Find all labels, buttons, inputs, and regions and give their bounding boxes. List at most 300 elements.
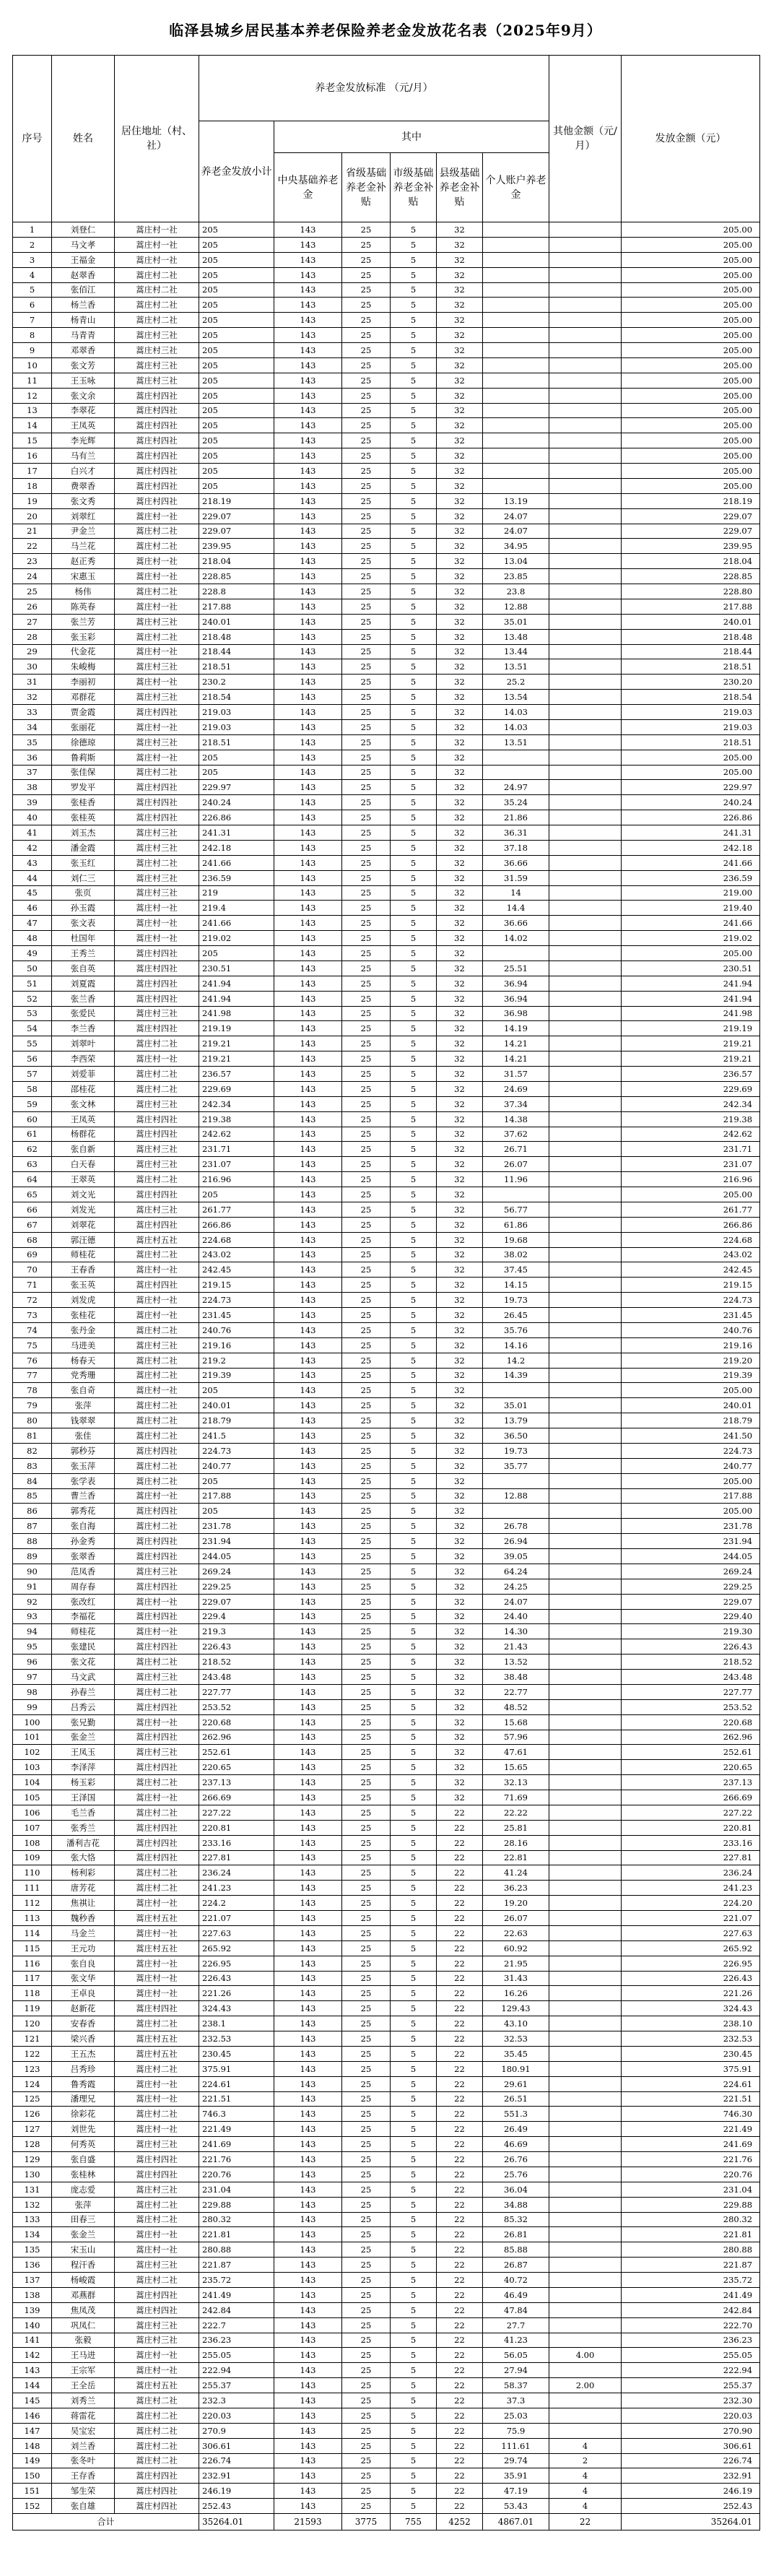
cell-address: 蒿庄村一社	[115, 1925, 199, 1940]
cell-provincial: 25	[342, 870, 391, 885]
cell-personal: 14.02	[483, 931, 549, 946]
table-row	[13, 675, 760, 690]
cell-personal: 75.9	[483, 2423, 549, 2438]
cell-subtotal: 228.8	[199, 584, 274, 599]
cell-index: 8	[13, 328, 52, 343]
cell-central: 143	[274, 1896, 342, 1911]
cell-personal: 12.88	[483, 1488, 549, 1504]
cell-central: 143	[274, 539, 342, 554]
cell-central: 143	[274, 991, 342, 1006]
cell-central: 143	[274, 810, 342, 825]
cell-index: 123	[13, 2061, 52, 2076]
cell-city: 5	[391, 1443, 437, 1458]
table-row	[13, 2122, 760, 2137]
cell-other	[549, 1655, 622, 1670]
cell-personal	[483, 1504, 549, 1519]
cell-central: 143	[274, 1911, 342, 1926]
cell-other	[549, 1111, 622, 1127]
cell-index: 105	[13, 1790, 52, 1805]
cell-subtotal: 236.23	[199, 2333, 274, 2348]
cell-central: 143	[274, 2137, 342, 2152]
cell-personal: 19.68	[483, 1232, 549, 1247]
cell-personal: 35.24	[483, 795, 549, 810]
cell-provincial: 25	[342, 1036, 391, 1051]
table-row	[13, 1413, 760, 1428]
cell-city: 5	[391, 1820, 437, 1835]
cell-index: 73	[13, 1308, 52, 1323]
cell-personal	[483, 1473, 549, 1488]
cell-central: 143	[274, 765, 342, 780]
cell-central: 143	[274, 1805, 342, 1820]
cell-index: 80	[13, 1413, 52, 1428]
cell-name: 王存香	[52, 2468, 115, 2484]
cell-provincial: 25	[342, 855, 391, 870]
total-subtotal: 35264.01	[199, 2514, 274, 2531]
cell-amount: 227.63	[622, 1925, 760, 1940]
cell-amount: 218.52	[622, 1655, 760, 1670]
cell-other	[549, 222, 622, 238]
cell-personal: 46.49	[483, 2287, 549, 2302]
cell-personal: 40.72	[483, 2273, 549, 2288]
cell-city: 5	[391, 1835, 437, 1850]
table-row	[13, 1940, 760, 1956]
cell-address: 蒿庄村五社	[115, 2378, 199, 2393]
cell-city: 5	[391, 1458, 437, 1473]
table-row	[13, 267, 760, 282]
cell-other	[549, 1579, 622, 1594]
cell-other: 4	[549, 2468, 622, 2484]
cell-provincial: 25	[342, 252, 391, 267]
table-row	[13, 539, 760, 554]
cell-address: 蒿庄村四社	[115, 1217, 199, 1232]
cell-address: 蒿庄村三社	[115, 2333, 199, 2348]
cell-personal	[483, 237, 549, 252]
cell-personal: 14.39	[483, 1368, 549, 1383]
cell-address: 蒿庄村三社	[115, 734, 199, 750]
cell-personal: 41.24	[483, 1865, 549, 1881]
cell-central: 143	[274, 1067, 342, 1082]
cell-provincial: 25	[342, 1519, 391, 1534]
cell-amount: 218.44	[622, 644, 760, 659]
cell-other	[549, 1127, 622, 1142]
cell-city: 5	[391, 2107, 437, 2122]
cell-personal: 21.95	[483, 1956, 549, 1971]
cell-personal	[483, 418, 549, 433]
header-address: 居住地址（村、社）	[115, 56, 199, 222]
cell-name: 刘仁三	[52, 870, 115, 885]
cell-subtotal: 266.86	[199, 1217, 274, 1232]
cell-amount: 262.96	[622, 1730, 760, 1745]
cell-index: 72	[13, 1293, 52, 1308]
cell-name: 张桂林	[52, 2167, 115, 2182]
cell-central: 143	[274, 2453, 342, 2468]
cell-address: 蒿庄村五社	[115, 1911, 199, 1926]
cell-other	[549, 464, 622, 479]
cell-provincial: 25	[342, 2076, 391, 2091]
cell-provincial: 25	[342, 931, 391, 946]
cell-city: 5	[391, 1564, 437, 1579]
cell-personal: 38.48	[483, 1670, 549, 1685]
cell-county: 22	[437, 2227, 483, 2242]
cell-provincial: 25	[342, 916, 391, 931]
cell-subtotal: 205	[199, 464, 274, 479]
cell-other	[549, 1262, 622, 1278]
table-row	[13, 659, 760, 675]
cell-central: 143	[274, 2197, 342, 2212]
cell-amount: 266.69	[622, 1790, 760, 1805]
cell-personal: 13.44	[483, 644, 549, 659]
cell-other	[549, 1051, 622, 1067]
cell-central: 143	[274, 1111, 342, 1127]
cell-provincial: 25	[342, 2363, 391, 2378]
cell-name: 刘秀兰	[52, 2393, 115, 2408]
cell-amount: 241.66	[622, 916, 760, 931]
cell-county: 32	[437, 1021, 483, 1036]
cell-subtotal: 219.38	[199, 1111, 274, 1127]
cell-other	[549, 1006, 622, 1021]
cell-other	[549, 1956, 622, 1971]
cell-amount: 205.00	[622, 448, 760, 464]
cell-personal: 180.91	[483, 2061, 549, 2076]
cell-central: 143	[274, 1278, 342, 1293]
cell-provincial: 25	[342, 2317, 391, 2333]
cell-central: 143	[274, 267, 342, 282]
cell-provincial: 25	[342, 2378, 391, 2393]
cell-other	[549, 1383, 622, 1398]
cell-address: 蒿庄村一社	[115, 1971, 199, 1986]
cell-index: 44	[13, 870, 52, 885]
cell-subtotal: 217.88	[199, 599, 274, 614]
cell-amount: 205.00	[622, 222, 760, 238]
table-row	[13, 644, 760, 659]
cell-amount: 205.00	[622, 946, 760, 961]
cell-central: 143	[274, 2302, 342, 2317]
cell-index: 83	[13, 1458, 52, 1473]
cell-subtotal: 221.26	[199, 1986, 274, 2001]
table-row	[13, 1051, 760, 1067]
cell-subtotal: 221.87	[199, 2258, 274, 2273]
cell-index: 49	[13, 946, 52, 961]
cell-name: 张玉萍	[52, 1458, 115, 1473]
cell-central: 143	[274, 1458, 342, 1473]
cell-provincial: 25	[342, 1534, 391, 1549]
cell-other	[549, 1067, 622, 1082]
cell-name: 刘夏霞	[52, 976, 115, 991]
table-row	[13, 2317, 760, 2333]
cell-other	[549, 1293, 622, 1308]
cell-county: 32	[437, 1594, 483, 1609]
cell-index: 22	[13, 539, 52, 554]
cell-provincial: 25	[342, 1775, 391, 1790]
cell-address: 蒿庄村一社	[115, 644, 199, 659]
cell-other	[549, 433, 622, 448]
cell-subtotal: 253.52	[199, 1699, 274, 1714]
cell-other	[549, 960, 622, 976]
cell-name: 安春香	[52, 2016, 115, 2031]
cell-address: 蒿庄村三社	[115, 1670, 199, 1685]
cell-central: 143	[274, 1202, 342, 1217]
cell-provincial: 25	[342, 1925, 391, 1940]
cell-county: 22	[437, 1850, 483, 1865]
cell-amount: 246.19	[622, 2484, 760, 2499]
cell-provincial: 25	[342, 2453, 391, 2468]
cell-name: 赵正秀	[52, 554, 115, 569]
cell-personal	[483, 282, 549, 298]
cell-amount: 205.00	[622, 403, 760, 418]
cell-provincial: 25	[342, 840, 391, 855]
cell-county: 32	[437, 1278, 483, 1293]
cell-city: 5	[391, 2499, 437, 2514]
cell-address: 蒿庄村三社	[115, 1745, 199, 1760]
cell-city: 5	[391, 222, 437, 238]
cell-subtotal: 205	[199, 448, 274, 464]
cell-provincial: 25	[342, 946, 391, 961]
cell-name: 张玉彩	[52, 629, 115, 644]
cell-other: 4	[549, 2438, 622, 2453]
cell-address: 蒿庄村一社	[115, 916, 199, 931]
cell-address: 蒿庄村三社	[115, 1096, 199, 1111]
cell-city: 5	[391, 2091, 437, 2107]
cell-amount: 219.38	[622, 1111, 760, 1127]
cell-county: 32	[437, 1760, 483, 1775]
header-index: 序号	[13, 56, 52, 222]
cell-city: 5	[391, 1730, 437, 1745]
cell-city: 5	[391, 2453, 437, 2468]
cell-city: 5	[391, 1398, 437, 1413]
cell-central: 143	[274, 644, 342, 659]
cell-index: 98	[13, 1684, 52, 1699]
cell-address: 蒿庄村四社	[115, 433, 199, 448]
cell-other	[549, 734, 622, 750]
cell-amount: 205.00	[622, 418, 760, 433]
cell-personal: 35.01	[483, 1398, 549, 1413]
cell-personal: 85.88	[483, 2242, 549, 2258]
cell-county: 32	[437, 1232, 483, 1247]
cell-city: 5	[391, 1278, 437, 1293]
cell-other	[549, 705, 622, 720]
cell-personal: 14.2	[483, 1353, 549, 1368]
cell-other	[549, 2363, 622, 2378]
table-row	[13, 1278, 760, 1293]
cell-address: 蒿庄村二社	[115, 2453, 199, 2468]
cell-county: 22	[437, 2378, 483, 2393]
cell-index: 142	[13, 2348, 52, 2363]
cell-personal	[483, 357, 549, 373]
cell-provincial: 25	[342, 433, 391, 448]
cell-subtotal: 236.59	[199, 870, 274, 885]
cell-personal: 13.48	[483, 629, 549, 644]
table-row	[13, 1790, 760, 1805]
cell-index: 70	[13, 1262, 52, 1278]
cell-city: 5	[391, 2408, 437, 2423]
table-row	[13, 1308, 760, 1323]
cell-city: 5	[391, 1504, 437, 1519]
cell-central: 143	[274, 825, 342, 841]
cell-personal: 24.97	[483, 780, 549, 795]
cell-subtotal: 241.66	[199, 855, 274, 870]
cell-personal: 26.76	[483, 2152, 549, 2167]
cell-central: 143	[274, 870, 342, 885]
cell-provincial: 25	[342, 991, 391, 1006]
cell-other	[549, 1232, 622, 1247]
cell-address: 蒿庄村二社	[115, 1081, 199, 1096]
cell-provincial: 25	[342, 539, 391, 554]
cell-name: 代金花	[52, 644, 115, 659]
cell-amount: 255.05	[622, 2348, 760, 2363]
table-row	[13, 1624, 760, 1639]
cell-name: 范凤香	[52, 1564, 115, 1579]
cell-index: 136	[13, 2258, 52, 2273]
cell-subtotal: 229.97	[199, 780, 274, 795]
cell-provincial: 25	[342, 750, 391, 765]
cell-index: 100	[13, 1714, 52, 1730]
cell-index: 30	[13, 659, 52, 675]
cell-county: 22	[437, 2001, 483, 2016]
cell-central: 143	[274, 1745, 342, 1760]
cell-county: 32	[437, 1624, 483, 1639]
cell-subtotal: 226.95	[199, 1956, 274, 1971]
cell-personal: 14.19	[483, 1021, 549, 1036]
cell-index: 82	[13, 1443, 52, 1458]
cell-county: 22	[437, 2287, 483, 2302]
cell-amount: 266.86	[622, 1217, 760, 1232]
cell-index: 117	[13, 1971, 52, 1986]
cell-county: 32	[437, 719, 483, 734]
cell-subtotal: 218.51	[199, 734, 274, 750]
cell-amount: 238.10	[622, 2016, 760, 2031]
cell-other	[549, 2258, 622, 2273]
cell-index: 64	[13, 1172, 52, 1187]
cell-personal	[483, 448, 549, 464]
table-row	[13, 403, 760, 418]
cell-address: 蒿庄村二社	[115, 1458, 199, 1473]
cell-address: 蒿庄村二社	[115, 282, 199, 298]
cell-amount: 240.77	[622, 1458, 760, 1473]
cell-personal: 13.04	[483, 554, 549, 569]
cell-personal: 14	[483, 885, 549, 901]
cell-personal: 11.96	[483, 1172, 549, 1187]
cell-county: 32	[437, 614, 483, 629]
table-row	[13, 357, 760, 373]
cell-provincial: 25	[342, 644, 391, 659]
cell-other	[549, 1172, 622, 1187]
header-of-which: 其中	[274, 121, 549, 153]
cell-amount: 205.00	[622, 373, 760, 388]
cell-address: 蒿庄村三社	[115, 2182, 199, 2197]
cell-city: 5	[391, 1036, 437, 1051]
cell-central: 143	[274, 237, 342, 252]
cell-address: 蒿庄村三社	[115, 1006, 199, 1021]
table-row	[13, 464, 760, 479]
cell-subtotal: 205	[199, 222, 274, 238]
cell-index: 106	[13, 1805, 52, 1820]
cell-city: 5	[391, 1353, 437, 1368]
table-row	[13, 2061, 760, 2076]
cell-city: 5	[391, 1488, 437, 1504]
cell-central: 143	[274, 1579, 342, 1594]
cell-amount: 205.00	[622, 478, 760, 493]
cell-subtotal: 232.3	[199, 2393, 274, 2408]
cell-index: 13	[13, 403, 52, 418]
cell-provincial: 25	[342, 2182, 391, 2197]
cell-subtotal: 280.32	[199, 2212, 274, 2227]
cell-name: 何秀英	[52, 2137, 115, 2152]
cell-central: 143	[274, 1051, 342, 1067]
cell-amount: 218.19	[622, 493, 760, 508]
cell-index: 120	[13, 2016, 52, 2031]
cell-other	[549, 1609, 622, 1624]
table-row	[13, 1473, 760, 1488]
cell-name: 张爱民	[52, 1006, 115, 1021]
cell-central: 143	[274, 252, 342, 267]
cell-amount: 220.65	[622, 1760, 760, 1775]
cell-amount: 219.00	[622, 885, 760, 901]
cell-amount: 229.97	[622, 780, 760, 795]
cell-index: 68	[13, 1232, 52, 1247]
cell-other	[549, 2212, 622, 2227]
cell-other	[549, 2333, 622, 2348]
cell-other	[549, 2167, 622, 2182]
cell-address: 蒿庄村一社	[115, 719, 199, 734]
cell-subtotal: 240.77	[199, 1458, 274, 1473]
cell-address: 蒿庄村四社	[115, 1579, 199, 1594]
cell-subtotal: 219.4	[199, 901, 274, 916]
cell-personal	[483, 328, 549, 343]
table-row	[13, 298, 760, 313]
cell-personal: 37.45	[483, 1262, 549, 1278]
cell-other	[549, 1519, 622, 1534]
cell-central: 143	[274, 1142, 342, 1157]
table-row	[13, 599, 760, 614]
cell-city: 5	[391, 1760, 437, 1775]
cell-personal: 35.01	[483, 614, 549, 629]
cell-personal: 14.21	[483, 1036, 549, 1051]
cell-other	[549, 2076, 622, 2091]
cell-amount: 227.77	[622, 1684, 760, 1699]
cell-county: 32	[437, 599, 483, 614]
cell-provincial: 25	[342, 1067, 391, 1082]
cell-subtotal: 218.19	[199, 493, 274, 508]
cell-name: 田春三	[52, 2212, 115, 2227]
cell-other	[549, 2393, 622, 2408]
cell-city: 5	[391, 1096, 437, 1111]
cell-other	[549, 1473, 622, 1488]
cell-other	[549, 2423, 622, 2438]
table-row	[13, 1247, 760, 1262]
cell-city: 5	[391, 1232, 437, 1247]
cell-subtotal: 236.24	[199, 1865, 274, 1881]
cell-other	[549, 1202, 622, 1217]
cell-personal: 19.73	[483, 1293, 549, 1308]
cell-provincial: 25	[342, 2046, 391, 2061]
cell-address: 蒿庄村四社	[115, 1820, 199, 1835]
cell-central: 143	[274, 976, 342, 991]
cell-other	[549, 2061, 622, 2076]
total-county: 4252	[437, 2514, 483, 2531]
cell-name: 张自盛	[52, 2152, 115, 2167]
cell-address: 蒿庄村二社	[115, 1775, 199, 1790]
cell-county: 32	[437, 960, 483, 976]
cell-county: 32	[437, 885, 483, 901]
cell-index: 116	[13, 1956, 52, 1971]
cell-central: 143	[274, 1172, 342, 1187]
cell-amount: 224.68	[622, 1232, 760, 1247]
table-row	[13, 750, 760, 765]
cell-city: 5	[391, 1971, 437, 1986]
cell-other	[549, 1971, 622, 1986]
cell-address: 蒿庄村三社	[115, 328, 199, 343]
cell-provincial: 25	[342, 2212, 391, 2227]
